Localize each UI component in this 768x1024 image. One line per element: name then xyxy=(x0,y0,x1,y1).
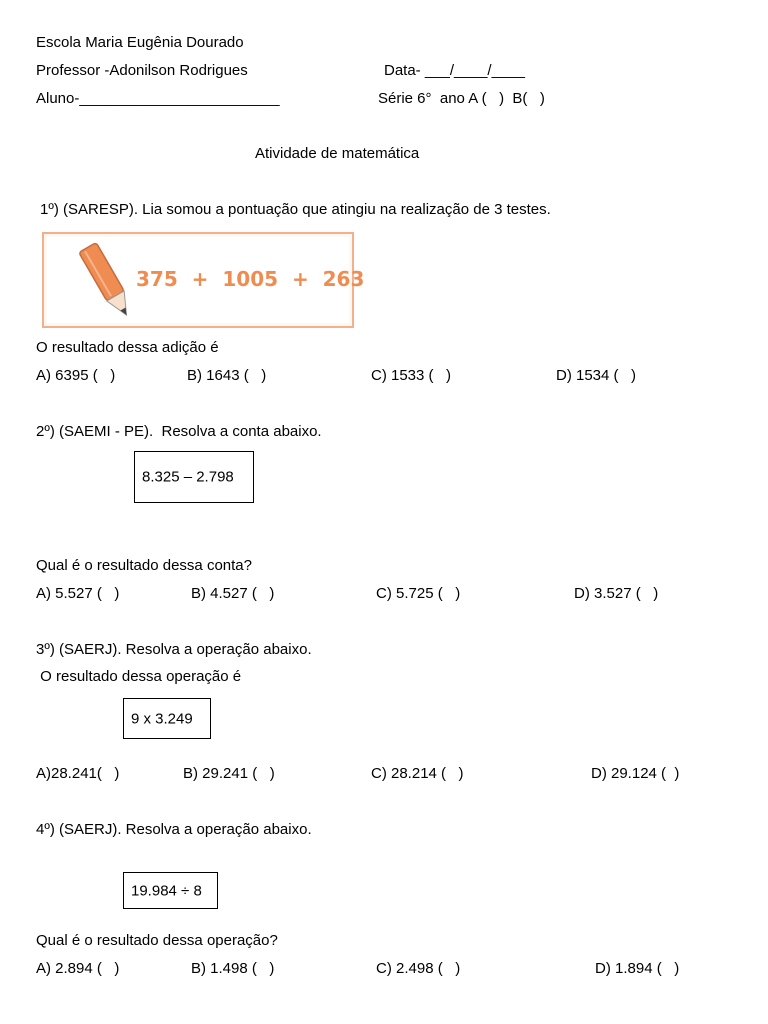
q2-statement: 2º) (SAEMI - PE). Resolva a conta abaixo. xyxy=(36,423,322,440)
q3-option-a[interactable]: A)28.241( ) xyxy=(36,765,120,782)
q2-prompt: Qual é o resultado dessa conta? xyxy=(36,557,252,574)
q4-expression: 19.984 ÷ 8 xyxy=(131,882,202,899)
q1-option-d[interactable]: D) 1534 ( ) xyxy=(556,367,637,384)
student-field: Aluno-________________________ xyxy=(36,90,280,107)
q1-image xyxy=(42,232,365,328)
school-name: Escola Maria Eugênia Dourado xyxy=(36,34,244,51)
page-title: Atividade de matemática xyxy=(255,145,420,162)
q1-image-expression: 375 + 1005 + 263 xyxy=(136,267,365,291)
q3-option-c[interactable]: C) 28.214 ( ) xyxy=(371,765,464,782)
q4-statement: 4º) (SAERJ). Resolva a operação abaixo. xyxy=(36,821,312,838)
q3-option-d[interactable]: D) 29.124 ( ) xyxy=(591,765,680,782)
q2-option-a[interactable]: A) 5.527 ( ) xyxy=(36,585,120,602)
q1-option-c[interactable]: C) 1533 ( ) xyxy=(371,367,452,384)
q1-statement: 1º) (SARESP). Lia somou a pontuação que atingiu na realização de 3 testes. xyxy=(40,201,551,218)
grade-field: Série 6° ano A ( ) B( ) xyxy=(378,90,545,107)
q3-expression-box xyxy=(123,698,211,739)
q3-expression: 9 x 3.249 xyxy=(131,710,193,727)
q3-prompt: O resultado dessa operação é xyxy=(36,668,242,685)
q3-option-b[interactable]: B) 29.241 ( ) xyxy=(183,765,275,782)
q4-option-c[interactable]: C) 2.498 ( ) xyxy=(376,960,461,977)
q4-option-d[interactable]: D) 1.894 ( ) xyxy=(595,960,680,977)
teacher-name: Professor -Adonilson Rodrigues xyxy=(36,62,248,79)
date-field: Data- ___/____/____ xyxy=(384,62,525,79)
q2-expression-box xyxy=(134,451,254,503)
q2-option-c[interactable]: C) 5.725 ( ) xyxy=(376,585,461,602)
q4-expression-box xyxy=(123,872,218,909)
q2-expression: 8.325 – 2.798 xyxy=(142,468,234,486)
q4-prompt: Qual é o resultado dessa operação? xyxy=(36,932,278,949)
q2-option-b[interactable]: B) 4.527 ( ) xyxy=(191,585,275,602)
q1-option-a[interactable]: A) 6395 ( ) xyxy=(36,367,116,384)
q1-option-b[interactable]: B) 1643 ( ) xyxy=(187,367,267,384)
q3-statement: 3º) (SAERJ). Resolva a operação abaixo. xyxy=(36,641,312,658)
q4-option-b[interactable]: B) 1.498 ( ) xyxy=(191,960,275,977)
q1-prompt: O resultado dessa adição é xyxy=(36,339,219,356)
q4-option-a[interactable]: A) 2.894 ( ) xyxy=(36,960,120,977)
q2-option-d[interactable]: D) 3.527 ( ) xyxy=(574,585,659,602)
